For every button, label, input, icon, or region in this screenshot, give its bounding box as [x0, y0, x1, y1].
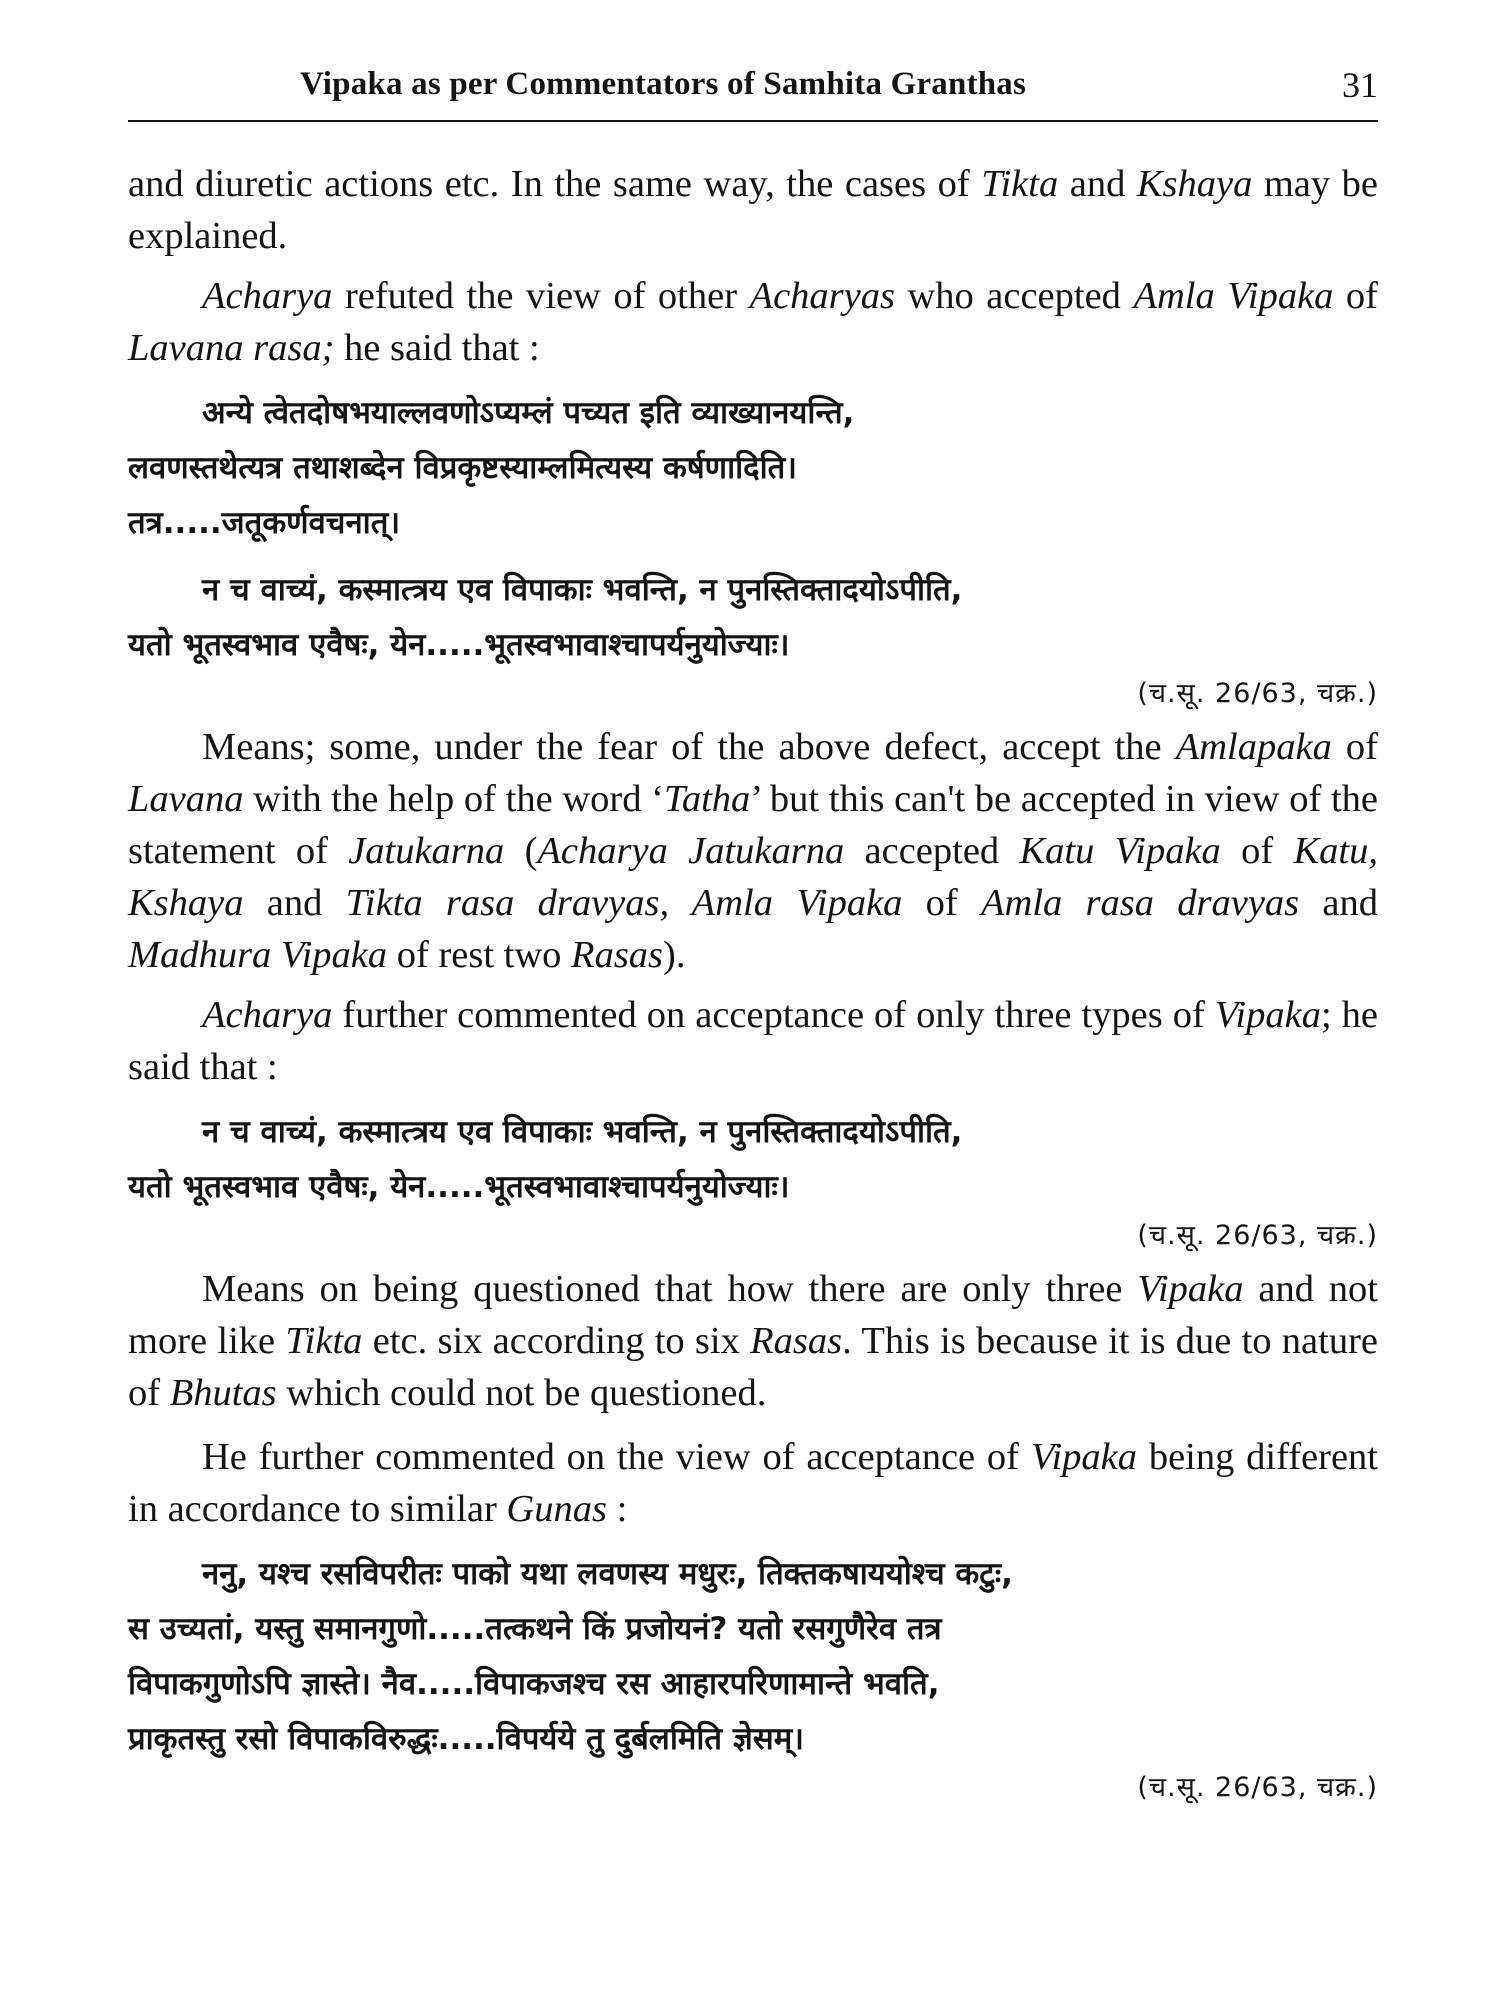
italic-term: Tikta [285, 1320, 363, 1362]
text-run: may be explained. [128, 163, 1378, 257]
paragraph-acharya-further [128, 989, 1378, 1093]
text-run: ; he said that : [128, 994, 1378, 1088]
sanskrit-quote-2 [128, 563, 1378, 673]
italic-term: Amla rasa dravyas [981, 882, 1300, 924]
text-run: ). [663, 934, 686, 976]
italic-term: Lavana [128, 778, 244, 820]
italic-term: Tikta rasa dravyas, Amla Vipaka [345, 882, 903, 924]
sanskrit-line: अन्ये त्वेतदोषभयाल्लवणोऽप्यम्लं पच्यत इति व्याख्यानयन्ति, [202, 395, 855, 431]
sanskrit-line: यतो भूतस्वभाव एवैषः, येन.....भूतस्वभावाश्चापर्यनुयोज्याः। [128, 627, 790, 663]
citation-reference: (च.सू. 26/63, चक्र.) [1137, 1220, 1378, 1251]
italic-term: Acharya Jatukarna [537, 830, 845, 872]
italic-term: Acharyas [749, 275, 895, 317]
sanskrit-line: स उच्यतां, यस्तु समानगुणो.....तत्कथने किं प्रजोयनं? यतो रसगुणैरेव तत्र [128, 1611, 942, 1647]
italic-term: Rasas [750, 1320, 843, 1362]
text-run: of rest two [387, 934, 572, 976]
text-run: of [902, 882, 981, 924]
text-run: etc. six according to six [362, 1320, 751, 1362]
italic-term: Jatukarna [348, 830, 505, 872]
text-run: which could not be questioned. [276, 1372, 767, 1414]
sanskrit-line: लवणस्तथेत्यत्र तथाशब्देन विप्रकृष्टस्याम्लमित्यस्य कर्षणादिति। [128, 450, 798, 486]
text-run: with the help of the word ‘ [243, 778, 664, 820]
italic-term: Rasas [571, 934, 664, 976]
text-run: ( [504, 830, 538, 872]
italic-term: Madhura Vipaka [128, 934, 388, 976]
italic-term: Vipaka [1030, 1436, 1138, 1478]
text-run: refuted the view of other [332, 275, 750, 317]
text-run: of [1331, 726, 1379, 768]
paragraph-continuation [128, 158, 1378, 262]
italic-term: Katu, Kshaya [128, 830, 1378, 924]
text-run: accepted [844, 830, 1020, 872]
italic-term: Kshaya [1136, 163, 1253, 205]
italic-term: Amlapaka [1175, 726, 1332, 768]
text-run: and [243, 882, 346, 924]
text-run: : [606, 1488, 628, 1530]
citation-reference: (च.सू. 26/63, चक्र.) [1137, 1772, 1378, 1803]
text-run: he said that : [334, 327, 540, 369]
text-run: and [1299, 882, 1378, 924]
italic-term: Gunas [506, 1488, 607, 1530]
italic-term: Lavana rasa; [128, 327, 335, 369]
sanskrit-line: यतो भूतस्वभाव एवैषः, येन.....भूतस्वभावाश्चापर्यनुयोज्याः। [128, 1169, 790, 1205]
italic-term: Acharya [202, 275, 333, 317]
text-run: . This is because it is due to nature of [128, 1320, 1378, 1414]
page-number: 31 [1342, 65, 1378, 105]
paragraph-acharya-refuted [128, 270, 1378, 374]
page-header [128, 62, 1378, 122]
page-body [128, 158, 1378, 1815]
italic-term: Tikta [981, 163, 1059, 205]
italic-term: Katu Vipaka [1019, 830, 1221, 872]
text-run: Means; some, under the fear of the above defect, accept the [202, 726, 1176, 768]
text-run: and diuretic actions etc. In the same way, the cases of [128, 163, 982, 205]
paragraph-means-some [128, 721, 1378, 981]
text-run: who accepted [894, 275, 1134, 317]
paragraph-means-questioned [128, 1263, 1378, 1419]
italic-term: Acharya [202, 994, 333, 1036]
citation-reference: (च.सू. 26/63, चक्र.) [1137, 678, 1378, 709]
italic-term: Vipaka [1214, 994, 1321, 1036]
italic-term: Bhutas [169, 1372, 277, 1414]
italic-term: Vipaka [1137, 1268, 1244, 1310]
sanskrit-line: न च वाच्यं, कस्मात्त्रय एव विपाकाः भवन्ति, न पुनस्तिक्तादयोऽपीति, [202, 1114, 963, 1150]
sanskrit-quote-3 [128, 1105, 1378, 1215]
italic-term: Amla Vipaka [1133, 275, 1334, 317]
sanskrit-line: न च वाच्यं, कस्मात्त्रय एव विपाकाः भवन्ति, न पुनस्तिक्तादयोऽपीति, [202, 572, 963, 608]
text-run: being different in accordance to similar [128, 1436, 1378, 1530]
text-run: He further commented on the view of acceptance of [202, 1436, 1031, 1478]
text-run: of [1220, 830, 1294, 872]
italic-term: Tatha [663, 778, 751, 820]
sanskrit-line: विपाकगुणोऽपि ज्ञास्ते। नैव.....विपाकजश्च रस आहारपरिणामान्ते भवति, [128, 1666, 940, 1702]
paragraph-he-further [128, 1431, 1378, 1535]
text-run: further commented on acceptance of only three types of [332, 994, 1215, 1036]
sanskrit-quote-1 [128, 386, 1378, 551]
running-title: Vipaka as per Commentators of Samhita Granthas [300, 66, 1027, 102]
sanskrit-line: प्राकृतस्तु रसो विपाकविरुद्धः.....विपर्यये तु दुर्बलमिति ज्ञेसम्। [128, 1721, 804, 1757]
text-run: and [1058, 163, 1137, 205]
text-run: and not more like [128, 1268, 1378, 1362]
sanskrit-line: तत्र.....जतूकर्णवचनात्। [128, 505, 401, 541]
text-run: ’ but this can't be accepted in view of the statement of [128, 778, 1378, 872]
text-run: of [1333, 275, 1378, 317]
sanskrit-line: ननु, यश्च रसविपरीतः पाको यथा लवणस्य मधुरः, तिक्तकषाययोश्च कटुः, [202, 1556, 1013, 1592]
text-run: Means on being questioned that how there are only three [202, 1268, 1138, 1310]
sanskrit-quote-4 [128, 1547, 1378, 1767]
